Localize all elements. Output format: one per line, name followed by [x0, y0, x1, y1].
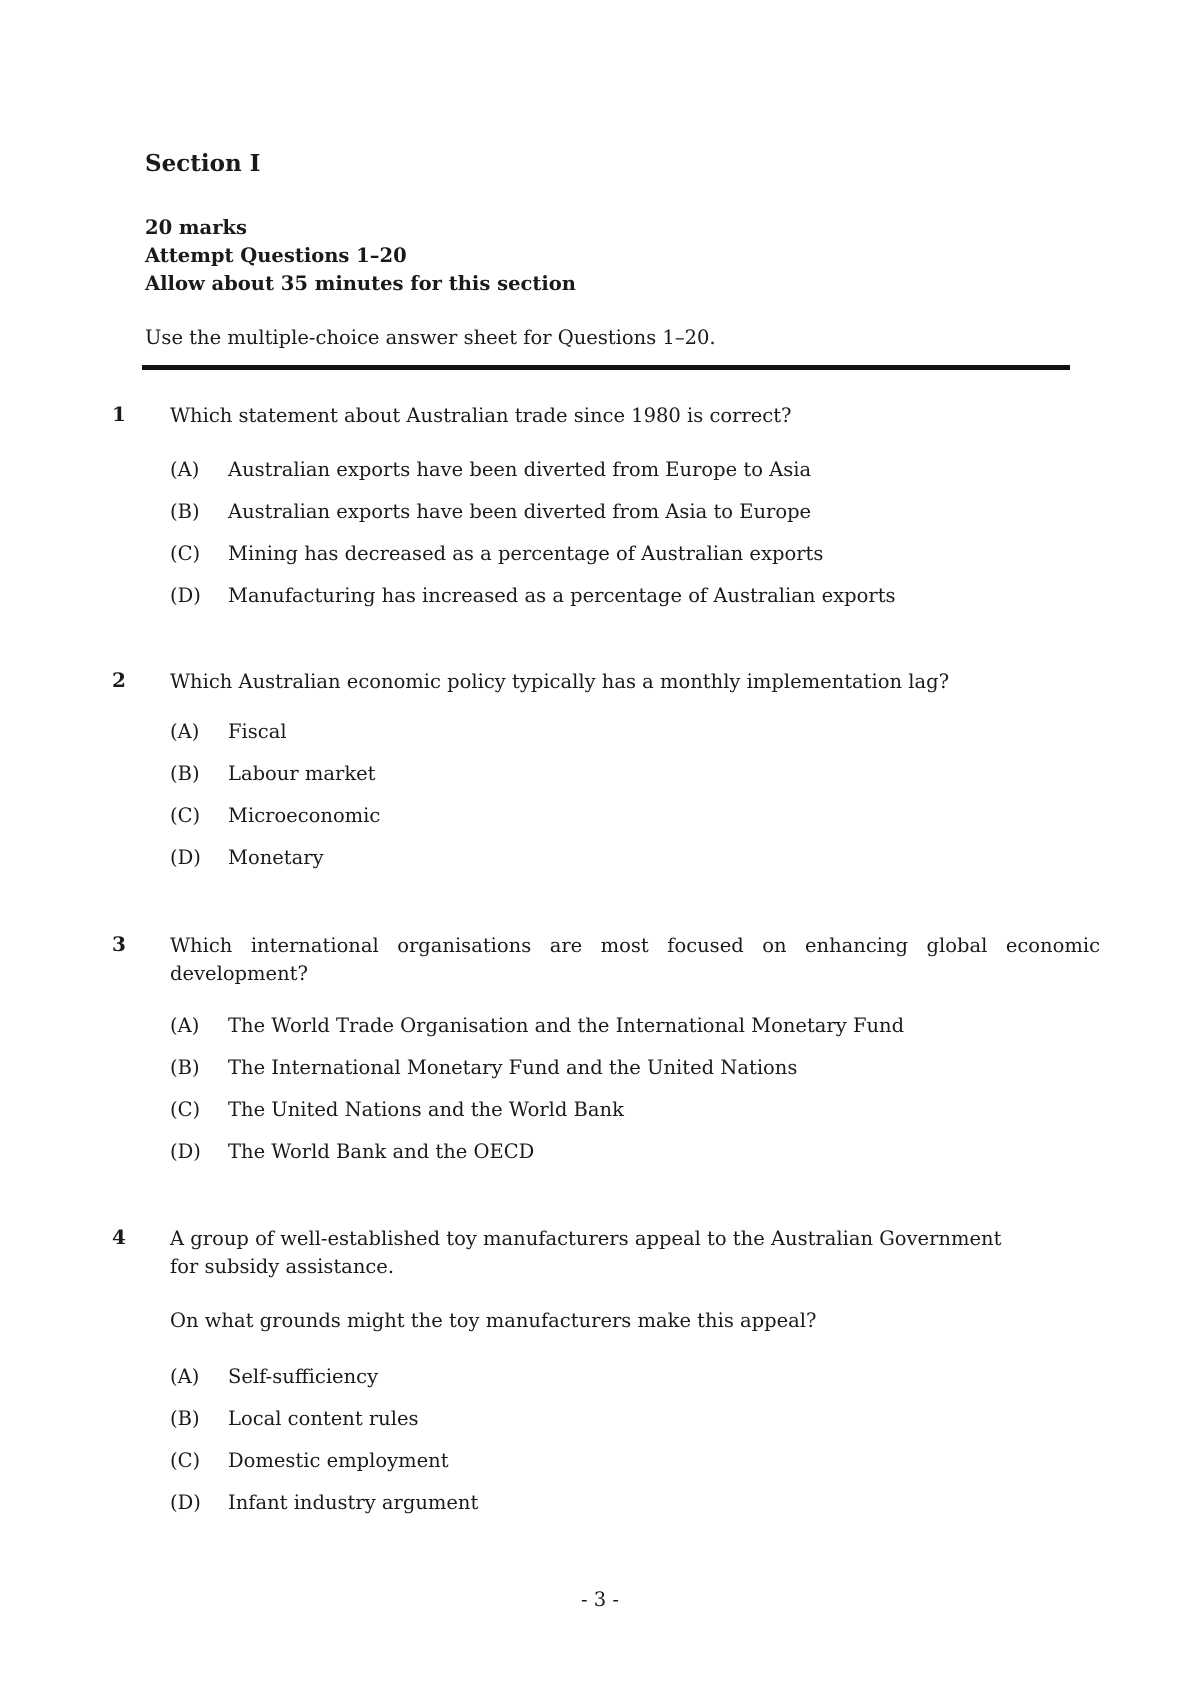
option-letter: (A) — [170, 1014, 200, 1037]
question-text: Which statement about Australian trade since 1980 is correct? — [170, 404, 792, 427]
option-text: The World Trade Organisation and the International Monetary Fund — [228, 1014, 905, 1037]
option-letter: (C) — [170, 804, 201, 827]
option-text: Local content rules — [228, 1407, 419, 1430]
option-text: Microeconomic — [228, 804, 381, 827]
option-letter: (D) — [170, 584, 201, 607]
option-letter: (B) — [170, 1056, 200, 1079]
section-attempt: Attempt Questions 1–20 — [145, 244, 407, 267]
option-text: Australian exports have been diverted from Europe to Asia — [228, 458, 812, 481]
option-text: Domestic employment — [228, 1449, 449, 1472]
section-marks: 20 marks — [145, 216, 247, 239]
option-text: Manufacturing has increased as a percentage of Australian exports — [228, 584, 896, 607]
option-letter: (A) — [170, 458, 200, 481]
question-text: Which international organisations are most focused on enhancing global economic development? — [170, 934, 1100, 985]
option-letter: (D) — [170, 1140, 201, 1163]
option-letter: (D) — [170, 1491, 201, 1514]
question-text: A group of well-established toy manufacturers appeal to the Australian Government for subsidy assistance. — [170, 1227, 1002, 1278]
option-text: Monetary — [228, 846, 324, 869]
option-text: The United Nations and the World Bank — [228, 1098, 624, 1121]
section-divider — [142, 365, 1070, 370]
question-number: 1 — [112, 402, 126, 426]
question-number: 4 — [112, 1225, 126, 1249]
answer-sheet-instruction: Use the multiple-choice answer sheet for Questions 1–20. — [145, 326, 716, 349]
option-text: The World Bank and the OECD — [228, 1140, 535, 1163]
option-letter: (D) — [170, 846, 201, 869]
option-text: Labour market — [228, 762, 376, 785]
option-letter: (B) — [170, 500, 200, 523]
option-text: Mining has decreased as a percentage of Australian exports — [228, 542, 824, 565]
section-instructions — [145, 214, 576, 298]
section-title: Section I — [145, 150, 261, 177]
option-letter: (B) — [170, 1407, 200, 1430]
option-text: Infant industry argument — [228, 1491, 479, 1514]
option-text: Australian exports have been diverted from Asia to Europe — [228, 500, 812, 523]
question-number: 2 — [112, 668, 126, 692]
option-text: Fiscal — [228, 720, 287, 743]
option-letter: (A) — [170, 1365, 200, 1388]
question-number: 3 — [112, 932, 126, 956]
question-text: Which Australian economic policy typically has a monthly implementation lag? — [170, 670, 950, 693]
option-letter: (C) — [170, 1098, 201, 1121]
option-text: Self-sufficiency — [228, 1365, 379, 1388]
option-letter: (B) — [170, 762, 200, 785]
option-letter: (A) — [170, 720, 200, 743]
section-time-allowance: Allow about 35 minutes for this section — [145, 272, 576, 295]
option-text: The International Monetary Fund and the United Nations — [228, 1056, 798, 1079]
option-letter: (C) — [170, 542, 201, 565]
question-subtext: On what grounds might the toy manufacturers make this appeal? — [170, 1309, 817, 1332]
page-number: - 3 - — [581, 1588, 619, 1611]
option-letter: (C) — [170, 1449, 201, 1472]
